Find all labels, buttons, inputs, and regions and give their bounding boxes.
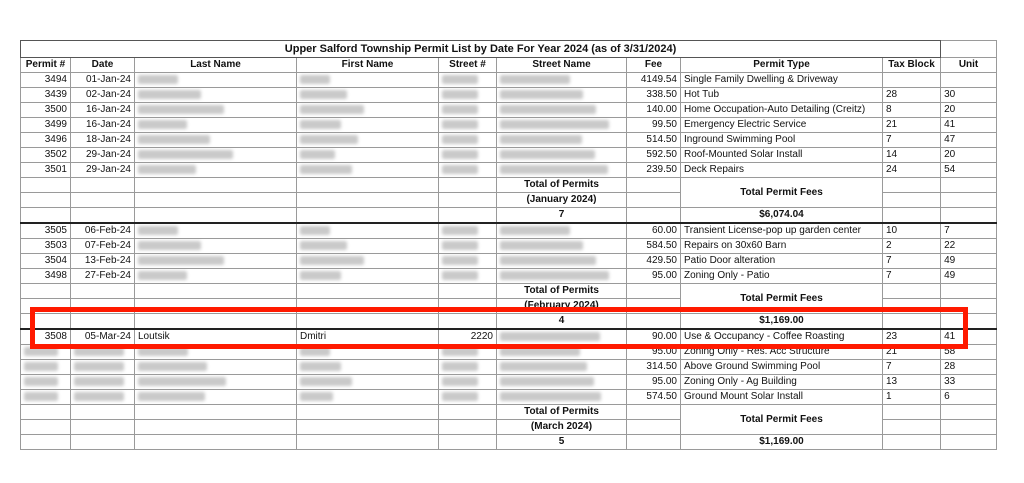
cell-fee: 584.50: [627, 239, 681, 254]
cell-permit-type: Roof-Mounted Solar Install: [681, 148, 883, 163]
cell-permit: 3498: [21, 269, 71, 284]
cell-first-name-redacted: [297, 254, 439, 269]
cell-permit-type: Repairs on 30x60 Barn: [681, 239, 883, 254]
redacted-text: [138, 362, 207, 371]
cell-unit: 28: [941, 360, 997, 375]
march-rows: [21, 345, 997, 405]
total-fees-label: Total Permit Fees: [681, 178, 883, 208]
redacted-text: [138, 271, 187, 280]
march-total-row-3: [21, 435, 997, 450]
col-header-unit: Unit: [941, 58, 997, 73]
cell-permit: 3508: [21, 329, 71, 345]
cell-tax-block: 24: [883, 163, 941, 178]
cell-street-name-redacted: [497, 163, 627, 178]
table-row: [21, 360, 997, 375]
redacted-text: [500, 75, 570, 84]
cell-unit: 30: [941, 88, 997, 103]
cell-tax-block: 8: [883, 103, 941, 118]
redacted-text: [138, 392, 205, 401]
cell-last-name-redacted: [135, 118, 297, 133]
redacted-text: [500, 392, 601, 401]
cell-date: 18-Jan-24: [71, 133, 135, 148]
redacted-text: [442, 150, 478, 159]
cell-first-name-redacted: [297, 239, 439, 254]
cell-date-redacted: [71, 375, 135, 390]
cell-street-no-redacted: [439, 148, 497, 163]
cell-unit: 41: [941, 329, 997, 345]
redacted-text: [24, 347, 58, 356]
total-period: (March 2024): [497, 420, 627, 435]
redacted-text: [138, 120, 187, 129]
cell-permit: 3501: [21, 163, 71, 178]
cell-permit: 3494: [21, 73, 71, 88]
redacted-text: [24, 392, 58, 401]
cell-street-no-redacted: [439, 375, 497, 390]
cell-tax-block: 2: [883, 239, 941, 254]
redacted-text: [300, 362, 341, 371]
cell-fee: 60.00: [627, 223, 681, 239]
col-header-tax-block: Tax Block: [883, 58, 941, 73]
total-label: Total of Permits: [497, 178, 627, 193]
february-total-row-1: [21, 284, 997, 299]
cell-permit-type: Ground Mount Solar Install: [681, 390, 883, 405]
redacted-text: [300, 256, 364, 265]
table-row: [21, 88, 997, 103]
cell-unit: 7: [941, 223, 997, 239]
header-row: [21, 58, 997, 73]
cell-permit: 3504: [21, 254, 71, 269]
cell-street-no-redacted: [439, 163, 497, 178]
cell-tax-block: 10: [883, 223, 941, 239]
cell-street-no-redacted: [439, 73, 497, 88]
cell-permit-redacted: [21, 390, 71, 405]
redacted-text: [500, 120, 609, 129]
total-count: 4: [497, 314, 627, 330]
title-spacer: [941, 41, 997, 58]
cell-permit: 3502: [21, 148, 71, 163]
table-row: [21, 73, 997, 88]
cell-date: 16-Jan-24: [71, 103, 135, 118]
cell-permit-type: Use & Occupancy - Coffee Roasting: [681, 329, 883, 345]
cell-last-name-redacted: [135, 73, 297, 88]
table-row: [21, 329, 997, 345]
cell-street-name-redacted: [497, 88, 627, 103]
cell-street-name-redacted: [497, 103, 627, 118]
redacted-text: [24, 377, 58, 386]
redacted-text: [500, 241, 583, 250]
cell-unit: 47: [941, 133, 997, 148]
redacted-text: [442, 90, 478, 99]
total-count: 5: [497, 435, 627, 450]
cell-first-name-redacted: [297, 223, 439, 239]
cell-tax-block: 28: [883, 88, 941, 103]
redacted-text: [138, 256, 224, 265]
cell-tax-block: 7: [883, 133, 941, 148]
redacted-text: [300, 90, 347, 99]
cell-date: 16-Jan-24: [71, 118, 135, 133]
january-total-row-3: [21, 208, 997, 224]
cell-first-name-redacted: [297, 375, 439, 390]
cell-first-name-redacted: [297, 345, 439, 360]
redacted-text: [442, 135, 478, 144]
total-period: (January 2024): [497, 193, 627, 208]
redacted-text: [300, 347, 330, 356]
redacted-text: [138, 90, 201, 99]
total-label: Total of Permits: [497, 284, 627, 299]
cell-fee: 338.50: [627, 88, 681, 103]
cell-permit-type: Home Occupation-Auto Detailing (Creitz): [681, 103, 883, 118]
cell-first-name-redacted: [297, 360, 439, 375]
cell-permit-type: Hot Tub: [681, 88, 883, 103]
table-row: [21, 375, 997, 390]
cell-street-no-redacted: [439, 88, 497, 103]
cell-tax-block: 23: [883, 329, 941, 345]
redacted-text: [300, 135, 358, 144]
cell-permit-redacted: [21, 345, 71, 360]
cell-street-name-redacted: [497, 329, 627, 345]
cell-street-name-redacted: [497, 73, 627, 88]
permit-table: [20, 40, 997, 450]
cell-street-no-redacted: [439, 254, 497, 269]
cell-last-name-redacted: [135, 239, 297, 254]
cell-date-redacted: [71, 360, 135, 375]
table-row: [21, 148, 997, 163]
redacted-text: [500, 226, 570, 235]
redacted-text: [500, 105, 596, 114]
cell-last-name-redacted: [135, 103, 297, 118]
redacted-text: [138, 377, 226, 386]
cell-street-no-redacted: [439, 390, 497, 405]
cell-street-name-redacted: [497, 390, 627, 405]
redacted-text: [442, 226, 478, 235]
cell-street-name-redacted: [497, 223, 627, 239]
cell-date: 29-Jan-24: [71, 148, 135, 163]
total-fees: $1,169.00: [681, 435, 883, 450]
cell-tax-block: 21: [883, 345, 941, 360]
cell-tax-block: 7: [883, 360, 941, 375]
redacted-text: [138, 165, 196, 174]
redacted-text: [442, 241, 478, 250]
cell-unit: 49: [941, 269, 997, 284]
cell-date: 02-Jan-24: [71, 88, 135, 103]
cell-tax-block: 1: [883, 390, 941, 405]
cell-date: 13-Feb-24: [71, 254, 135, 269]
redacted-text: [138, 241, 201, 250]
table-row: [21, 345, 997, 360]
redacted-text: [74, 362, 124, 371]
january-total-row-1: [21, 178, 997, 193]
redacted-text: [24, 362, 58, 371]
cell-street-name-redacted: [497, 375, 627, 390]
cell-first-name-redacted: [297, 103, 439, 118]
cell-fee: 592.50: [627, 148, 681, 163]
cell-first-name-redacted: [297, 148, 439, 163]
cell-street-name-redacted: [497, 269, 627, 284]
col-header-fee: Fee: [627, 58, 681, 73]
table-row: [21, 223, 997, 239]
cell-fee: 314.50: [627, 360, 681, 375]
total-fees-label: Total Permit Fees: [681, 405, 883, 435]
cell-last-name-redacted: [135, 223, 297, 239]
table-row: [21, 254, 997, 269]
cell-date: 06-Feb-24: [71, 223, 135, 239]
cell-permit: 3496: [21, 133, 71, 148]
col-header-permit-type: Permit Type: [681, 58, 883, 73]
redacted-text: [500, 377, 594, 386]
redacted-text: [300, 271, 341, 280]
cell-last-name-redacted: [135, 360, 297, 375]
redacted-text: [300, 165, 352, 174]
redacted-text: [500, 150, 595, 159]
cell-last-name-redacted: [135, 148, 297, 163]
redacted-text: [138, 75, 178, 84]
cell-permit: 3505: [21, 223, 71, 239]
cell-street-name-redacted: [497, 360, 627, 375]
redacted-text: [442, 362, 478, 371]
cell-street-name-redacted: [497, 148, 627, 163]
redacted-text: [138, 150, 233, 159]
cell-street-no-redacted: [439, 269, 497, 284]
col-header-street-name: Street Name: [497, 58, 627, 73]
total-count: 7: [497, 208, 627, 224]
cell-first-name-redacted: [297, 390, 439, 405]
redacted-text: [300, 241, 347, 250]
cell-fee: 4149.54: [627, 73, 681, 88]
redacted-text: [138, 105, 224, 114]
redacted-text: [300, 75, 330, 84]
cell-unit: 41: [941, 118, 997, 133]
table-row: [21, 163, 997, 178]
cell-tax-block: 7: [883, 254, 941, 269]
cell-permit: 3500: [21, 103, 71, 118]
cell-street-name-redacted: [497, 345, 627, 360]
cell-street-name-redacted: [497, 133, 627, 148]
redacted-text: [500, 256, 596, 265]
cell-tax-block: 14: [883, 148, 941, 163]
redacted-text: [74, 392, 124, 401]
permit-table-wrapper: [20, 40, 996, 450]
cell-last-name: Loutsik: [135, 329, 297, 345]
cell-fee: 95.00: [627, 375, 681, 390]
col-header-permit: Permit #: [21, 58, 71, 73]
cell-tax-block: 13: [883, 375, 941, 390]
cell-permit: 3503: [21, 239, 71, 254]
redacted-text: [138, 135, 210, 144]
redacted-text: [74, 377, 124, 386]
total-fees: $6,074.04: [681, 208, 883, 224]
cell-street-name-redacted: [497, 118, 627, 133]
cell-tax-block: 21: [883, 118, 941, 133]
redacted-text: [74, 347, 124, 356]
cell-unit: 58: [941, 345, 997, 360]
redacted-text: [300, 377, 352, 386]
cell-street-no-redacted: [439, 223, 497, 239]
table-row: [21, 269, 997, 284]
redacted-text: [300, 226, 330, 235]
cell-last-name-redacted: [135, 254, 297, 269]
cell-first-name-redacted: [297, 133, 439, 148]
table-title: Upper Salford Township Permit List by Date For Year 2024 (as of 3/31/2024): [21, 41, 941, 58]
col-header-last-name: Last Name: [135, 58, 297, 73]
table-row: [21, 390, 997, 405]
cell-last-name-redacted: [135, 163, 297, 178]
cell-permit-type: Inground Swimming Pool: [681, 133, 883, 148]
col-header-first-name: First Name: [297, 58, 439, 73]
cell-permit-type: Above Ground Swimming Pool: [681, 360, 883, 375]
cell-date-redacted: [71, 345, 135, 360]
col-header-street-no: Street #: [439, 58, 497, 73]
cell-last-name-redacted: [135, 133, 297, 148]
cell-last-name-redacted: [135, 345, 297, 360]
redacted-text: [300, 120, 341, 129]
cell-last-name-redacted: [135, 88, 297, 103]
cell-permit-type: Single Family Dwelling & Driveway: [681, 73, 883, 88]
cell-street-name-redacted: [497, 254, 627, 269]
cell-unit: [941, 73, 997, 88]
cell-street-no-redacted: [439, 103, 497, 118]
cell-last-name-redacted: [135, 269, 297, 284]
cell-unit: 33: [941, 375, 997, 390]
cell-street-no-redacted: [439, 345, 497, 360]
cell-unit: 6: [941, 390, 997, 405]
february-total-row-3: [21, 314, 997, 330]
cell-first-name-redacted: [297, 88, 439, 103]
redacted-text: [442, 105, 478, 114]
cell-date: 01-Jan-24: [71, 73, 135, 88]
cell-street-name-redacted: [497, 239, 627, 254]
cell-permit-redacted: [21, 360, 71, 375]
january-rows: [21, 73, 997, 178]
table-row: [21, 103, 997, 118]
cell-date: 29-Jan-24: [71, 163, 135, 178]
table-row: [21, 133, 997, 148]
cell-fee: 140.00: [627, 103, 681, 118]
cell-permit-type: Deck Repairs: [681, 163, 883, 178]
cell-first-name-redacted: [297, 269, 439, 284]
redacted-text: [500, 347, 580, 356]
cell-unit: 20: [941, 148, 997, 163]
redacted-text: [442, 165, 478, 174]
cell-fee: 95.00: [627, 345, 681, 360]
cell-tax-block: 7: [883, 269, 941, 284]
cell-tax-block: [883, 73, 941, 88]
redacted-text: [300, 150, 335, 159]
cell-street-no: 2220: [439, 329, 497, 345]
total-fees-label: Total Permit Fees: [681, 284, 883, 314]
cell-fee: 90.00: [627, 329, 681, 345]
cell-street-no-redacted: [439, 239, 497, 254]
cell-street-no-redacted: [439, 118, 497, 133]
redacted-text: [442, 271, 478, 280]
cell-date: 07-Feb-24: [71, 239, 135, 254]
cell-permit-type: Zoning Only - Patio: [681, 269, 883, 284]
cell-fee: 429.50: [627, 254, 681, 269]
cell-unit: 22: [941, 239, 997, 254]
cell-fee: 239.50: [627, 163, 681, 178]
cell-permit-type: Zoning Only - Res. Acc Structure: [681, 345, 883, 360]
redacted-text: [442, 347, 478, 356]
redacted-text: [138, 347, 188, 356]
cell-fee: 99.50: [627, 118, 681, 133]
total-fees: $1,169.00: [681, 314, 883, 330]
cell-unit: 54: [941, 163, 997, 178]
table-row: [21, 118, 997, 133]
col-header-date: Date: [71, 58, 135, 73]
cell-first-name-redacted: [297, 163, 439, 178]
redacted-text: [500, 165, 608, 174]
cell-date: 27-Feb-24: [71, 269, 135, 284]
redacted-text: [138, 226, 178, 235]
redacted-text: [500, 362, 587, 371]
cell-date-redacted: [71, 390, 135, 405]
february-rows: [21, 223, 997, 284]
cell-permit-redacted: [21, 375, 71, 390]
cell-street-no-redacted: [439, 133, 497, 148]
redacted-text: [500, 90, 583, 99]
cell-fee: 574.50: [627, 390, 681, 405]
cell-date: 05-Mar-24: [71, 329, 135, 345]
redacted-text: [500, 271, 609, 280]
redacted-text: [442, 392, 478, 401]
redacted-text: [442, 256, 478, 265]
cell-first-name-redacted: [297, 73, 439, 88]
cell-last-name-redacted: [135, 375, 297, 390]
redacted-text: [442, 120, 478, 129]
cell-permit-type: Emergency Electric Service: [681, 118, 883, 133]
cell-permit-type: Zoning Only - Ag Building: [681, 375, 883, 390]
redacted-text: [442, 75, 478, 84]
redacted-text: [500, 135, 582, 144]
total-period: (February 2024): [497, 299, 627, 314]
redacted-text: [442, 377, 478, 386]
cell-last-name-redacted: [135, 390, 297, 405]
redacted-text: [300, 105, 364, 114]
redacted-text: [300, 392, 333, 401]
cell-unit: 20: [941, 103, 997, 118]
cell-permit-type: Patio Door alteration: [681, 254, 883, 269]
cell-street-no-redacted: [439, 360, 497, 375]
cell-fee: 514.50: [627, 133, 681, 148]
cell-permit: 3439: [21, 88, 71, 103]
cell-fee: 95.00: [627, 269, 681, 284]
cell-first-name: Dmitri: [297, 329, 439, 345]
total-label: Total of Permits: [497, 405, 627, 420]
cell-first-name-redacted: [297, 118, 439, 133]
cell-unit: 49: [941, 254, 997, 269]
cell-permit-type: Transient License-pop up garden center: [681, 223, 883, 239]
march-total-row-1: [21, 405, 997, 420]
table-row: [21, 239, 997, 254]
cell-permit: 3499: [21, 118, 71, 133]
